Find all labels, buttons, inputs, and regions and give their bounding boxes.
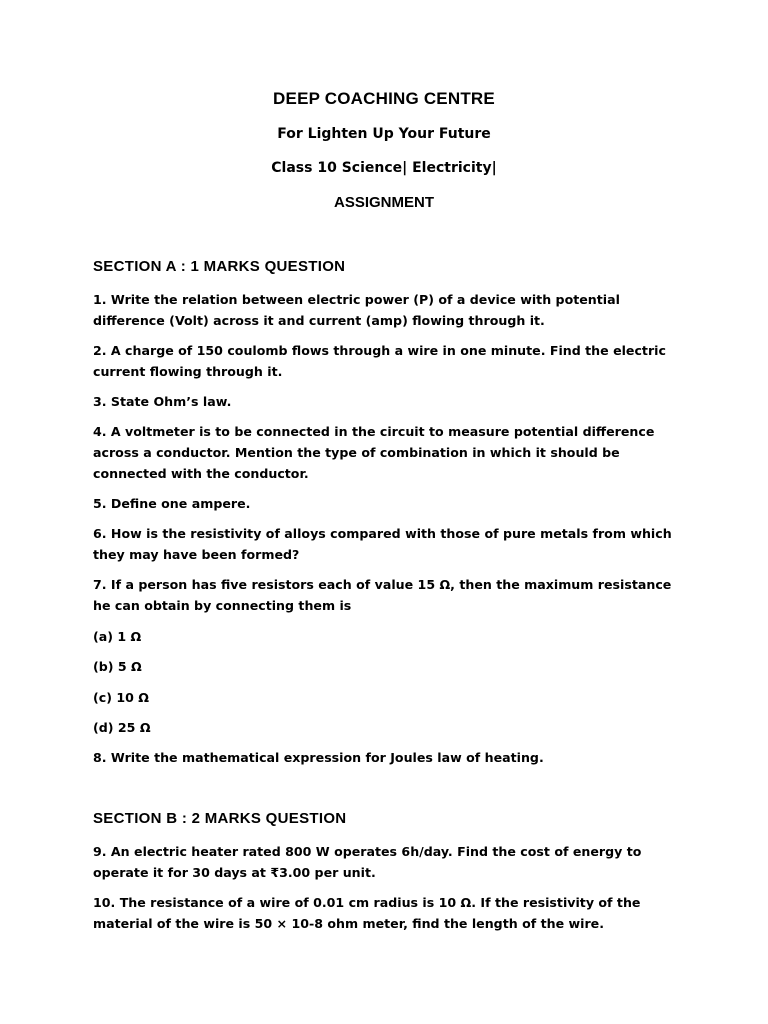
option-c: (c) 10 Ω: [93, 690, 149, 705]
question-7: 7. If a person has five resistors each of value 15 Ω, then the maximum resistance he can obtain by connecting them is: [93, 577, 672, 613]
section-b-heading: SECTION B : 2 MARKS QUESTION: [93, 810, 347, 827]
document-title: DEEP COACHING CENTRE: [273, 89, 495, 108]
question-9: 9. An electric heater rated 800 W operates 6h/day. Find the cost of energy to operate it for 30 days at ₹3.00 per unit.: [93, 844, 642, 880]
question-3: 3. State Ohm’s law.: [93, 394, 232, 409]
question-6: 6. How is the resistivity of alloys compared with those of pure metals from which they may have been formed?: [93, 526, 672, 562]
question-8: 8. Write the mathematical expression for Joules law of heating.: [93, 750, 544, 765]
assignment-label: ASSIGNMENT: [333, 194, 434, 211]
question-1: 1. Write the relation between electric power (P) of a device with potential difference (Volt) across it and current (amp) flowing through it.: [93, 292, 620, 328]
tagline: For Lighten Up Your Future: [277, 126, 491, 142]
question-5: 5. Define one ampere.: [93, 496, 251, 511]
question-2: 2. A charge of 150 coulomb flows through a wire in one minute. Find the electric current flowing through it.: [93, 343, 666, 379]
section-a-heading: SECTION A : 1 MARKS QUESTION: [93, 258, 346, 275]
option-a: (a) 1 Ω: [93, 629, 142, 644]
question-4: 4. A voltmeter is to be connected in the circuit to measure potential difference across a conductor. Mention the type of combination in which it should be connected with the conductor.: [93, 424, 655, 481]
option-d: (d) 25 Ω: [93, 720, 151, 735]
course-line: Class 10 Science| Electricity|: [271, 160, 497, 176]
question-10: 10. The resistance of a wire of 0.01 cm radius is 10 Ω. If the resistivity of the material of the wire is 50 × 10-8 ohm meter, find the length of the wire.: [93, 895, 641, 931]
option-b: (b) 5 Ω: [93, 659, 142, 674]
